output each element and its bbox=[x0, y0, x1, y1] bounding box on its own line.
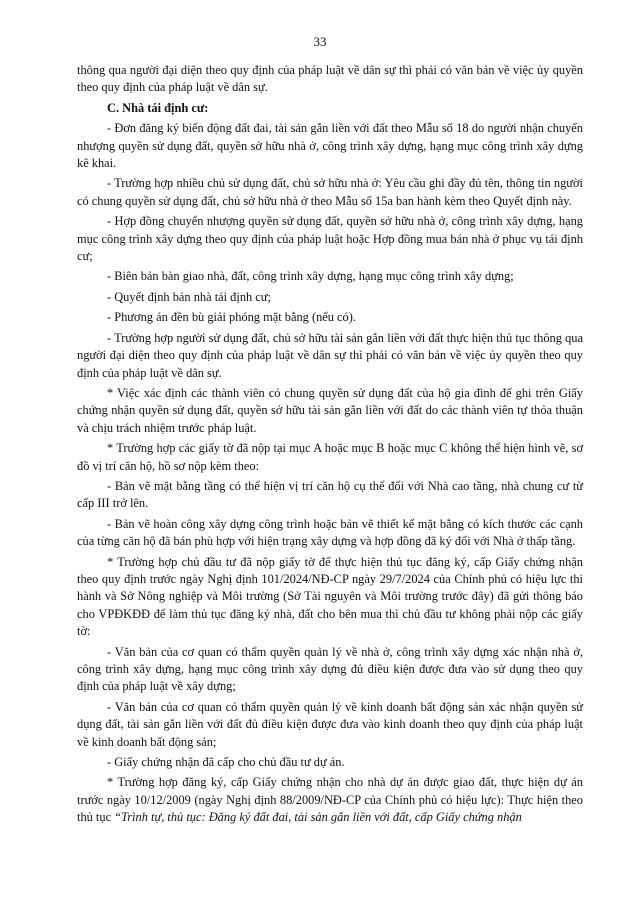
paragraph-text: - Trường hợp người sử dụng đất, chủ sở hữu tài sản gắn liền với đất thực hiện thủ tục thông qua người đại diện theo quy định của pháp luật về dân sự thì phải có văn bản về việc ủy quyền theo quy định của pháp luật về dân sự. bbox=[77, 330, 583, 380]
page-number: 33 bbox=[313, 34, 327, 49]
paragraph-text: - Bản vẽ mặt bằng tầng có thể hiện vị trí căn hộ cụ thể đối với Nhà cao tầng, nhà chung cư từ cấp III trở lên. bbox=[77, 478, 583, 511]
paragraph-text: - Giấy chứng nhận đã cấp cho chủ đầu tư dự án. bbox=[107, 755, 345, 770]
paragraph bbox=[77, 289, 583, 306]
paragraph bbox=[77, 62, 583, 97]
paragraph bbox=[77, 120, 583, 172]
paragraph bbox=[77, 309, 583, 326]
paragraph-text: - Bản vẽ hoàn công xây dựng công trình hoặc bản vẽ thiết kế mặt bằng có kích thước các cạnh của từng căn hộ đã bán phù hợp với hiện trạng xây dựng và hợp đồng đã ký đối với Nhà ở thấp tầng. bbox=[77, 516, 583, 549]
section-heading bbox=[77, 100, 583, 117]
paragraph-text: * Việc xác định các thành viên có chung quyền sử dụng đất của hộ gia đình để ghi trên Giấy chứng nhận quyền sử dụng đất, quyền sở hữu tài sản gắn liền với đất do các thành viên tự thỏa thuận và chịu trách nhiệm trước pháp luật. bbox=[77, 385, 583, 435]
paragraph bbox=[77, 516, 583, 551]
italic-quote: “Trình tự, thủ tục: Đăng ký đất đai, tài sản gắn liền với đất, cấp Giấy chứng nhận bbox=[114, 810, 522, 825]
paragraph bbox=[77, 754, 583, 771]
paragraph bbox=[77, 440, 583, 475]
paragraph bbox=[77, 268, 583, 285]
paragraph bbox=[77, 478, 583, 513]
paragraph-text: * Trường hợp đăng ký, cấp Giấy chứng nhận cho nhà dự án được giao đất, thực hiện dự án trước ngày 10/12/2009 (ngày Nghị định 88/2009/NĐ-CP của Chính phủ có hiệu lực): Thực hiện theo thủ tục bbox=[77, 775, 583, 825]
paragraph-text: - Quyết định bán nhà tái định cư; bbox=[107, 289, 271, 304]
paragraph-text: thông qua người đại diện theo quy định của pháp luật về dân sự thì phải có văn bản về việc ủy quyền theo quy định của pháp luật về dân sự. bbox=[77, 63, 583, 95]
paragraph-text: - Phương án đền bù giải phóng mặt bằng (nếu có). bbox=[107, 310, 356, 325]
paragraph-text: * Trường hợp chủ đầu tư đã nộp giấy tờ để thực hiện thủ tục đăng ký, cấp Giấy chứng nhận theo quy định trước ngày Nghị định 101/2024/NĐ-CP ngày 29/7/2024 của Chính phủ có hiệu lực thi hành và Sở Nông nghiệp và Môi trường (Sở Tài nguyên và Môi trường trước đây) đã gửi thông báo cho VPĐKĐĐ để làm thủ tục đăng ký nhà, đất cho bên mua thì chủ đầu tư không phải nộp các giấy tờ: bbox=[77, 554, 583, 639]
paragraph-text: C. Nhà tái định cư: bbox=[107, 100, 209, 115]
paragraph bbox=[77, 385, 583, 437]
paragraph-text: - Văn bản của cơ quan có thẩm quyền quản lý về nhà ở, công trình xây dựng xác nhận nhà ở, công trình xây dựng, hạng mục công trình xây dựng đủ điều kiện được đưa vào sử dụng theo quy định của pháp luật về xây dựng; bbox=[77, 644, 583, 694]
paragraph bbox=[77, 213, 583, 265]
document-body bbox=[77, 62, 583, 830]
paragraph bbox=[77, 554, 583, 641]
paragraph-text: - Đơn đăng ký biến động đất đai, tài sản gắn liền với đất theo Mẫu số 18 do người nhận chuyển nhượng quyền sử dụng đất, quyền sở hữu nhà ở, công trình xây dựng, hạng mục công trình xây dựng kê khai. bbox=[77, 121, 583, 171]
paragraph bbox=[77, 699, 583, 751]
paragraph-text: - Trường hợp nhiều chủ sử dụng đất, chủ sở hữu nhà ở: Yêu cầu ghi đầy đủ tên, thông tin người có chung quyền sử dụng đất, chủ sở hữu nhà ở theo Mẫu số 15a ban hành kèm theo Quyết định này. bbox=[77, 176, 583, 208]
paragraph bbox=[77, 644, 583, 696]
paragraph-text: * Trường hợp các giấy tờ đã nộp tại mục A hoặc mục B hoặc mục C không thể hiện hình vẽ, sơ đồ vị trí căn hộ, hồ sơ nộp kèm theo: bbox=[77, 441, 583, 473]
paragraph bbox=[77, 330, 583, 382]
paragraph-text: - Biên bản bàn giao nhà, đất, công trình xây dựng, hạng mục công trình xây dựng; bbox=[107, 269, 514, 284]
paragraph-text: - Văn bản của cơ quan có thẩm quyền quản lý về kinh doanh bất động sản xác nhận quyền sử dụng đất, tài sản gắn liền với đất đủ điều kiện được đưa vào kinh doanh theo quy định của pháp luật về kinh doanh bất động sản; bbox=[77, 699, 583, 749]
paragraph bbox=[77, 175, 583, 210]
paragraph bbox=[77, 774, 583, 826]
paragraph-text: - Hợp đồng chuyển nhượng quyền sử dụng đất, quyền sở hữu nhà ở, công trình xây dựng, hạng mục công trình xây dựng theo quy định của pháp luật hoặc Hợp đồng mua bán nhà ở phục vụ tái định cư; bbox=[77, 214, 583, 264]
